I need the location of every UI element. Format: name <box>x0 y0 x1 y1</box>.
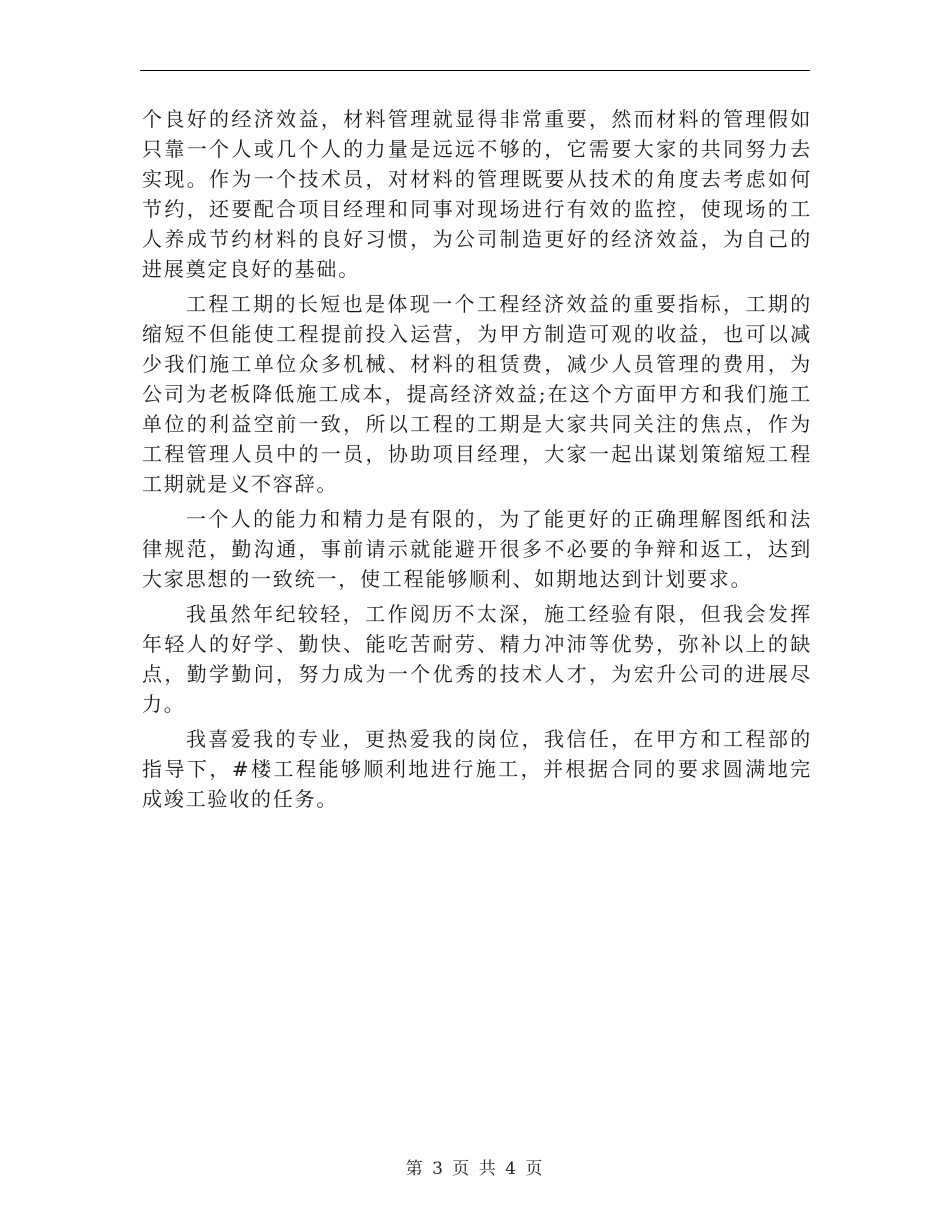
paragraph-1: 个良好的经济效益，材料管理就显得非常重要，然而材料的管理假如只靠一个人或几个人的力量是远远不够的，它需要大家的共同努力去实现。作为一个技术员，对材料的管理既要从技术的角度去考虑如何节约，还要配合项目经理和同事对现场进行有效的监控，使现场的工人养成节约材料的良好习惯，为公司制造更好的经济效益，为自己的进展奠定良好的基础。 <box>142 107 812 281</box>
paragraph-4: 我虽然年纪较轻，工作阅历不太深，施工经验有限，但我会发挥年轻人的好学、勤快、能吃苦耐劳、精力冲沛等优势，弥补以上的缺点，勤学勤问，努力成为一个优秀的技术人才，为宏升公司的进展尽力。 <box>142 602 812 716</box>
document-body <box>142 104 812 819</box>
paragraph-5: 我喜爱我的专业，更热爱我的岗位，我信任，在甲方和工程部的指导下，#楼工程能够顺利地进行施工，并根据合同的要求圆满地完成竣工验收的任务。 <box>142 727 812 811</box>
header-rule <box>140 70 810 71</box>
page-number-footer: 第 3 页 共 4 页 <box>405 1159 545 1179</box>
paragraph-2: 工程工期的长短也是体现一个工程经济效益的重要指标，工期的缩短不但能使工程提前投入运营，为甲方制造可观的收益，也可以减少我们施工单位众多机械、材料的租赁费，减少人员管理的费用，为公司为老板降低施工成本，提高经济效益;在这个方面甲方和我们施工单位的利益空前一致，所以工程的工期是大家共同关注的焦点，作为工程管理人员中的一员，协助项目经理，大家一起出谋划策缩短工程工期就是义不容辞。 <box>142 292 812 496</box>
paragraph-3: 一个人的能力和精力是有限的，为了能更好的正确理解图纸和法律规范，勤沟通，事前请示就能避开很多不必要的争辩和返工，达到大家思想的一致统一，使工程能够顺利、如期地达到计划要求。 <box>142 507 812 591</box>
